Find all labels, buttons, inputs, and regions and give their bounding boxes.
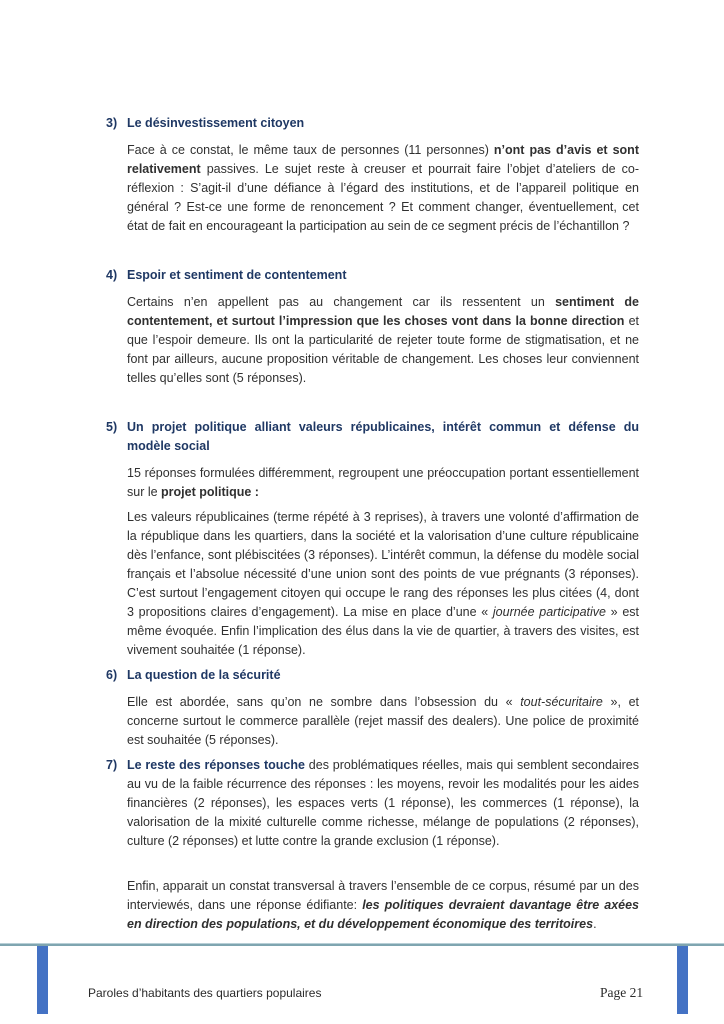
section-4 xyxy=(106,266,639,394)
section-6-heading: La question de la sécurité xyxy=(127,668,281,682)
section-3 xyxy=(106,114,639,242)
section-5-paragraph-1: 15 réponses formulées différemment, regroupent une préoccupation portant essentiellement sur le projet politique : xyxy=(127,466,639,499)
footer-right-bar xyxy=(677,946,688,1014)
section-4-paragraph: Certains n’en appellent pas au changement car ils ressentent un sentiment de contentement, et surtout l’impression que les choses vont dans la bonne direction et que l’espoir demeure. Ils ont la particularité de rejeter toute forme de stigmatisation, et ne font par ailleurs, aucune proposition véritable de changement. Les choses leur conviennent telles qu’elles sont (5 réponses). xyxy=(127,295,639,385)
section-5-number: 5) xyxy=(106,420,118,434)
section-4-heading: Espoir et sentiment de contentement xyxy=(127,268,347,282)
section-3-number: 3) xyxy=(106,116,118,130)
footer-left-bar xyxy=(37,946,48,1014)
section-3-heading: Le désinvestissement citoyen xyxy=(127,116,305,130)
section-5-paragraph-2: Les valeurs républicaines (terme répété à 3 reprises), à travers une volonté d’affirmation de la république dans les quartiers, dans la société et la valorisation d’une culture républicaine dès l’enfance, sont plébiscitées (3 réponses). L’intérêt commun, la défense du modèle social français et l’absolue nécessité d’une union sont des points de vue prégnants (3 réponses). C’est surtout l’engagement citoyen qui occupe le rang des réponses les plus citées (4, dont 3 propositions claires d’engagement). La mise en place d’une « journée participative » est même évoquée. Enfin l’implication des élus dans la vie de quartier, à travers des visites, est vivement souhaitée (1 réponse). xyxy=(127,510,639,657)
section-4-number: 4) xyxy=(106,268,118,282)
footer-rule xyxy=(0,943,724,946)
section-7-number: 7) xyxy=(106,758,118,772)
section-6-number: 6) xyxy=(106,668,118,682)
closing-paragraph: Enfin, apparait un constat transversal à travers l’ensemble de ce corpus, résumé par un des interviewés, dans une réponse édifiante: les politiques devraient davantage être axées en direction des populations, et du développement économique des territoires. xyxy=(127,879,639,931)
section-5 xyxy=(106,418,639,666)
section-4-content xyxy=(127,266,639,394)
section-3-paragraph: Face à ce constat, le même taux de personnes (11 personnes) n’ont pas d’avis et sont relativement passives. Le sujet reste à creuser et pourrait faire l’objet d’ateliers de co-réflexion : S’agit-il d’une défiance à l’égard des institutions, et de l’appareil politique en général ? Est-ce une forme de renoncement ? Et comment changer, éventuellement, cet état de fait en encourageant la participation au sein de ce segment précis de l’échantillon ? xyxy=(127,143,639,233)
document-body xyxy=(106,114,639,934)
section-6-paragraph: Elle est abordée, sans qu’on ne sombre dans l’obsession du « tout-sécuritaire », et concerne surtout le commerce parallèle (rejet massif des dealers). Une police de proximité est souhaitée (5 réponses). xyxy=(127,695,640,747)
section-6-content xyxy=(127,666,639,756)
section-5-content xyxy=(127,418,639,666)
section-6 xyxy=(106,666,639,756)
section-7-paragraph: Le reste des réponses touche des problématiques réelles, mais qui semblent secondaires au vu de la faible récurrence des réponses : les moyens, revoir les modalités pour les aides financières (2 réponses), les espaces verts (1 réponse), les commerces (1 réponse), la valorisation de la mixité culturelle comme richesse, mélange de populations (2 réponses), culture (2 réponses) et lutte contre la grande exclusion (1 réponse). xyxy=(127,758,639,848)
section-3-content xyxy=(127,114,639,242)
section-5-heading: Un projet politique alliant valeurs républicaines, intérêt commun et défense du modèle social xyxy=(127,420,639,453)
footer-page-number: Page 21 xyxy=(600,985,644,1000)
section-7 xyxy=(106,756,639,857)
footer-document-title: Paroles d’habitants des quartiers populaires xyxy=(88,986,322,1000)
section-7-content xyxy=(127,756,639,857)
